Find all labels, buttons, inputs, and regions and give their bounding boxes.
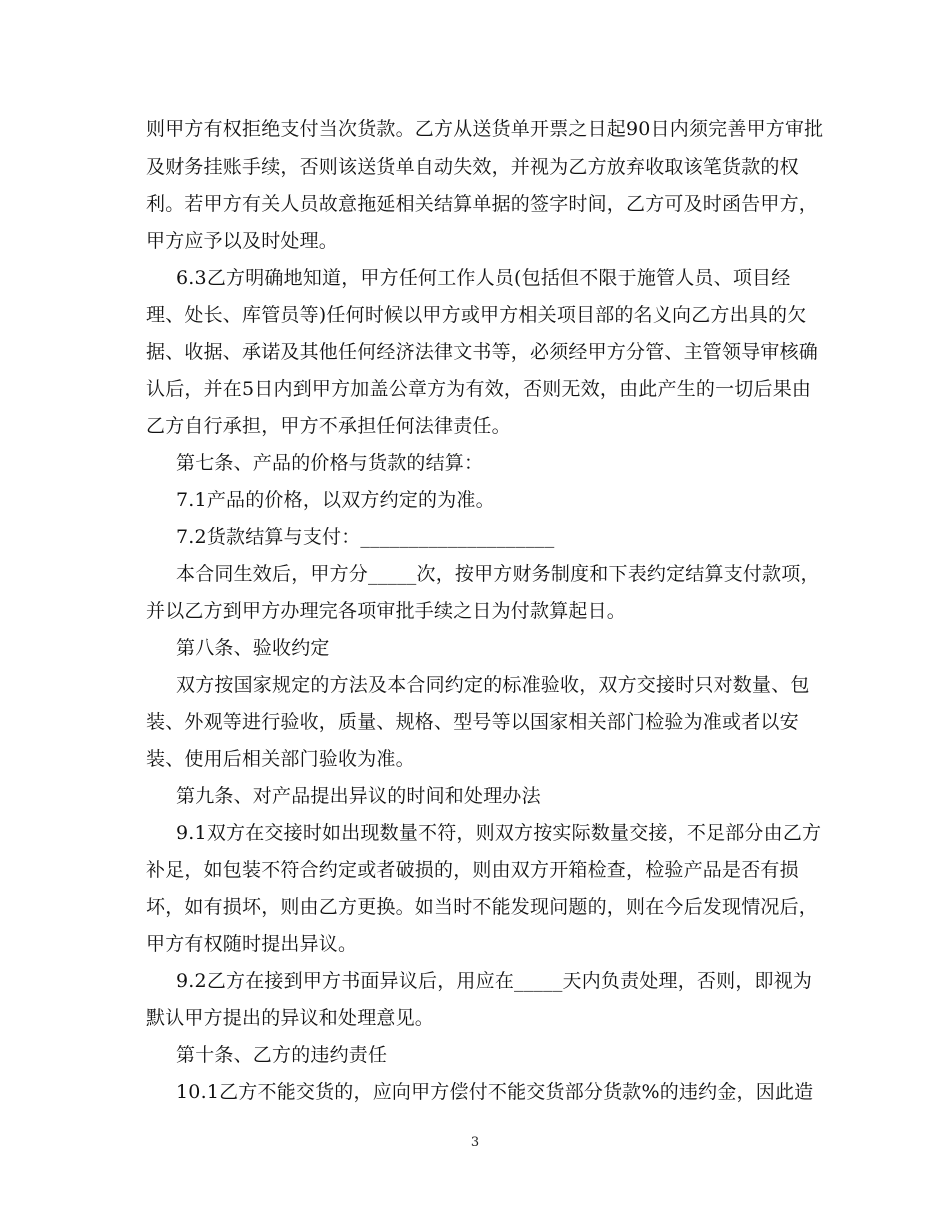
article-7-heading: 第七条、产品的价格与货款的结算： [176, 452, 484, 474]
article-8-heading: 第八条、验收约定 [176, 637, 330, 659]
article-9-heading: 第九条、对产品提出异议的时间和处理办法 [176, 785, 541, 807]
clause-6-3-paragraph: 6.3乙方明确地知道，甲方任何工作人员(包括但不限于施管人员、项目经 [176, 267, 791, 289]
clause-9-1-paragraph: 9.1双方在交接时如出现数量不符，则双方按实际数量交接，不足部分由乙方 [176, 822, 822, 844]
body-text-line: 则甲方有权拒绝支付当次货款。乙方从送货单开票之日起90日内须完善甲方审批 [146, 118, 824, 140]
body-text-line: 坏，如有损坏，则由乙方更换。如当时不能发现问题的，则在今后发现情况后， [146, 896, 819, 918]
acceptance-paragraph: 双方按国家规定的方法及本合同约定的标准验收，双方交接时只对数量、包 [176, 674, 810, 696]
clause-10-1-paragraph: 10.1乙方不能交货的，应向甲方偿付不能交货部分货款%的违约金，因此造 [176, 1081, 814, 1103]
clause-9-2-paragraph: 9.2乙方在接到甲方书面异议后，用应在_____天内负责处理，否则，即视为 [176, 970, 813, 992]
clause-7-2-paragraph: 7.2货款结算与支付：____________________ [176, 526, 555, 548]
body-text-line: 甲方有权随时提出异议。 [146, 933, 358, 955]
body-text-line: 理、处长、库管员等)任何时候以甲方或甲方相关项目部的名义向乙方出具的欠 [146, 304, 807, 326]
clause-7-1-paragraph: 7.1产品的价格，以双方约定的为准。 [176, 489, 495, 511]
body-text-line: 默认甲方提出的异议和处理意见。 [146, 1007, 435, 1029]
body-text-line: 据、收据、承诺及其他任何经济法律文书等，必须经甲方分管、主管领导审核确 [146, 341, 819, 363]
body-text-line: 装、使用后相关部门验收为准。 [146, 748, 415, 770]
body-text-line: 及财务挂账手续，否则该送货单自动失效，并视为乙方放弃收取该笔货款的权 [146, 156, 799, 178]
body-text-line: 补足，如包装不符合约定或者破损的，则由双方开箱检查，检验产品是否有损 [146, 859, 799, 881]
body-text-line: 认后，并在5日内到甲方加盖公章方为有效，否则无效，由此产生的一切后果由 [146, 378, 812, 400]
body-text-line: 乙方自行承担，甲方不承担任何法律责任。 [146, 415, 511, 437]
page-number: 3 [470, 1135, 480, 1150]
body-text-line: 并以乙方到甲方办理完各项审批手续之日为付款算起日。 [146, 600, 627, 622]
body-text-line: 利。若甲方有关人员故意拖延相关结算单据的签字时间，乙方可及时函告甲方， [146, 193, 819, 215]
body-text-line: 装、外观等进行验收，质量、规格、型号等以国家相关部门检验为准或者以安 [146, 711, 799, 733]
payment-paragraph: 本合同生效后，甲方分_____次，按甲方财务制度和下表约定结算支付款项， [176, 563, 820, 585]
article-10-heading: 第十条、乙方的违约责任 [176, 1044, 388, 1066]
body-text-line: 甲方应予以及时处理。 [146, 230, 339, 252]
